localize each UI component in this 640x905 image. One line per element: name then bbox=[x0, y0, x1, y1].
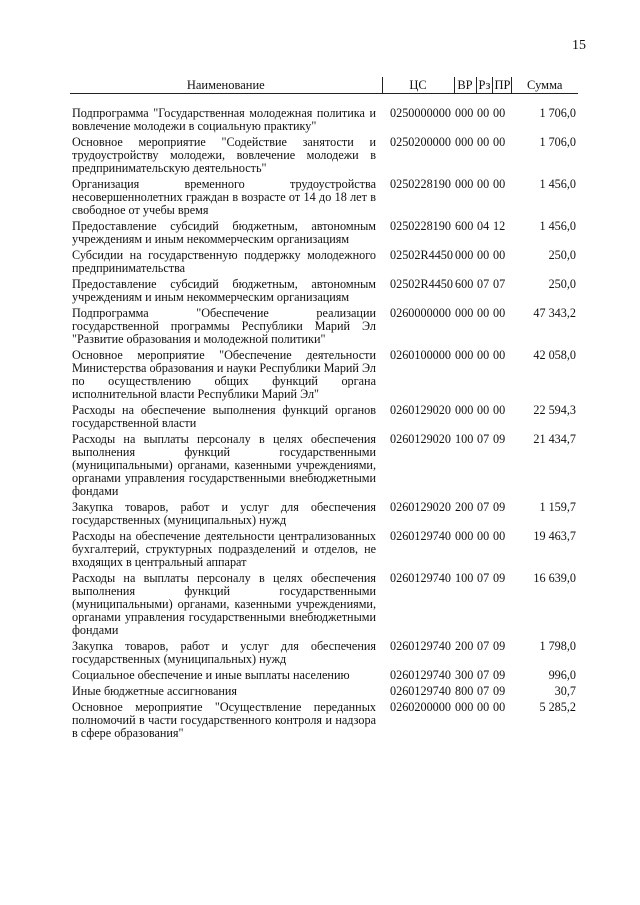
row-sum: 1 456,0 bbox=[539, 219, 576, 233]
row-vr-code: 000 bbox=[455, 348, 474, 362]
row-name: Основное мероприятие "Осуществление переданных полномочий в части государственного контроля и надзора в сфере образования" bbox=[72, 700, 376, 740]
row-pr-code: 09 bbox=[493, 684, 506, 698]
row-name: Субсидии на государственную поддержку молодежного предпринимательства bbox=[72, 248, 376, 275]
row-cs-code: 02502R4450 bbox=[390, 277, 453, 291]
row-cs-code: 0250200000 bbox=[390, 135, 451, 149]
row-cs-code: 0250228190 bbox=[390, 219, 451, 233]
table-row bbox=[70, 94, 578, 137]
table-row bbox=[70, 572, 578, 640]
row-rz-code: 00 bbox=[477, 177, 490, 191]
row-cs-code: 02502R4450 bbox=[390, 248, 453, 262]
row-vr-code: 000 bbox=[455, 248, 474, 262]
row-pr-code: 00 bbox=[493, 348, 506, 362]
table-row bbox=[70, 178, 578, 220]
row-vr-code: 000 bbox=[455, 306, 474, 320]
row-rz-code: 00 bbox=[477, 306, 490, 320]
row-sum: 30,7 bbox=[554, 684, 576, 698]
row-name: Социальное обеспечение и иные выплаты населению bbox=[72, 668, 350, 682]
row-pr-code: 09 bbox=[493, 500, 506, 514]
table-row bbox=[70, 136, 578, 178]
row-rz-code: 00 bbox=[477, 529, 490, 543]
row-rz-code: 00 bbox=[477, 700, 490, 714]
row-sum: 47 343,2 bbox=[533, 306, 576, 320]
row-name: Предоставление субсидий бюджетным, автономным учреждениям и иным некоммерческим организациям bbox=[72, 219, 376, 246]
row-vr-code: 000 bbox=[455, 135, 474, 149]
row-sum: 250,0 bbox=[548, 248, 576, 262]
row-sum: 21 434,7 bbox=[533, 432, 576, 446]
row-sum: 1 798,0 bbox=[539, 639, 576, 653]
row-pr-code: 00 bbox=[493, 403, 506, 417]
row-name: Иные бюджетные ассигнования bbox=[72, 684, 238, 698]
row-rz-code: 07 bbox=[477, 277, 490, 291]
row-vr-code: 000 bbox=[455, 529, 474, 543]
row-name: Расходы на обеспечение деятельности централизованных бухгалтерий, структурных подразделений и отделов, не входящих в центральный аппарат bbox=[72, 529, 376, 569]
table-row bbox=[70, 685, 578, 701]
table-body bbox=[70, 94, 578, 744]
row-cs-code: 0260129020 bbox=[390, 500, 451, 514]
row-rz-code: 00 bbox=[477, 135, 490, 149]
row-sum: 19 463,7 bbox=[533, 529, 576, 543]
table-row bbox=[70, 404, 578, 433]
row-vr-code: 200 bbox=[455, 500, 474, 514]
row-pr-code: 09 bbox=[493, 571, 506, 585]
budget-table bbox=[70, 77, 578, 743]
row-sum: 16 639,0 bbox=[533, 571, 576, 585]
row-pr-code: 00 bbox=[493, 106, 506, 120]
row-name: Закупка товаров, работ и услуг для обеспечения государственных (муниципальных) нужд bbox=[72, 500, 376, 527]
row-cs-code: 0250000000 bbox=[390, 106, 451, 120]
row-sum: 1 456,0 bbox=[539, 177, 576, 191]
row-vr-code: 000 bbox=[455, 177, 474, 191]
row-rz-code: 00 bbox=[477, 248, 490, 262]
row-rz-code: 07 bbox=[477, 500, 490, 514]
row-vr-code: 000 bbox=[455, 700, 474, 714]
row-cs-code: 0260129740 bbox=[390, 639, 451, 653]
row-name: Подпрограмма "Обеспечение реализации государственной программы Республики Марий Эл "Развитие образования и молодежной политики" bbox=[72, 306, 376, 346]
row-rz-code: 04 bbox=[477, 219, 490, 233]
row-rz-code: 07 bbox=[477, 668, 490, 682]
row-pr-code: 00 bbox=[493, 306, 506, 320]
table-row bbox=[70, 640, 578, 669]
table-row bbox=[70, 349, 578, 404]
page-number: 15 bbox=[572, 38, 586, 53]
row-vr-code: 100 bbox=[455, 432, 474, 446]
row-sum: 5 285,2 bbox=[539, 700, 576, 714]
row-pr-code: 09 bbox=[493, 668, 506, 682]
row-sum: 22 594,3 bbox=[533, 403, 576, 417]
row-rz-code: 07 bbox=[477, 684, 490, 698]
row-vr-code: 000 bbox=[455, 403, 474, 417]
table-row bbox=[70, 433, 578, 501]
row-name: Подпрограмма "Государственная молодежная политика и вовлечение молодежи в социальную практику" bbox=[72, 106, 376, 133]
table-row bbox=[70, 220, 578, 249]
row-name: Закупка товаров, работ и услуг для обеспечения государственных (муниципальных) нужд bbox=[72, 639, 376, 666]
table-row bbox=[70, 278, 578, 307]
header-rz: Рз bbox=[476, 77, 492, 94]
row-cs-code: 0260200000 bbox=[390, 700, 451, 714]
row-name: Расходы на выплаты персоналу в целях обеспечения выполнения функций государственными (муниципальными) органами, казенными учреждениями, органами управления государственными внебюджетными фондами bbox=[72, 432, 376, 498]
row-pr-code: 00 bbox=[493, 177, 506, 191]
table-row bbox=[70, 307, 578, 349]
row-pr-code: 00 bbox=[493, 248, 506, 262]
row-pr-code: 00 bbox=[493, 529, 506, 543]
row-cs-code: 0260100000 bbox=[390, 348, 451, 362]
row-vr-code: 800 bbox=[455, 684, 474, 698]
row-name: Организация временного трудоустройства несовершеннолетних граждан в возрасте от 14 до 18 лет в свободное от учебы время bbox=[72, 177, 376, 217]
header-pr: ПР bbox=[492, 77, 511, 94]
row-name: Расходы на выплаты персоналу в целях обеспечения выполнения функций государственными (муниципальными) органами, казенными учреждениями, органами управления государственными внебюджетными фондами bbox=[72, 571, 376, 637]
row-rz-code: 07 bbox=[477, 432, 490, 446]
row-rz-code: 07 bbox=[477, 639, 490, 653]
table-row bbox=[70, 701, 578, 743]
row-pr-code: 09 bbox=[493, 432, 506, 446]
row-rz-code: 00 bbox=[477, 403, 490, 417]
row-cs-code: 0260129740 bbox=[390, 529, 451, 543]
row-sum: 250,0 bbox=[548, 277, 576, 291]
row-cs-code: 0260129740 bbox=[390, 684, 451, 698]
table-row bbox=[70, 249, 578, 278]
row-name: Основное мероприятие "Содействие занятости и трудоустройству молодежи, вовлечение молодежи в предпринимательскую деятельность" bbox=[72, 135, 376, 175]
row-vr-code: 200 bbox=[455, 639, 474, 653]
table-row bbox=[70, 501, 578, 530]
table-row bbox=[70, 530, 578, 572]
row-rz-code: 00 bbox=[477, 348, 490, 362]
row-cs-code: 0260129740 bbox=[390, 571, 451, 585]
row-cs-code: 0260129740 bbox=[390, 668, 451, 682]
row-pr-code: 09 bbox=[493, 639, 506, 653]
row-name: Основное мероприятие "Обеспечение деятельности Министерства образования и науки Республики Марий Эл по осуществлению общих функций органа исполнительной власти Республики Марий Эл" bbox=[72, 348, 376, 401]
row-vr-code: 600 bbox=[455, 219, 474, 233]
row-vr-code: 100 bbox=[455, 571, 474, 585]
row-pr-code: 00 bbox=[493, 700, 506, 714]
row-cs-code: 0260129020 bbox=[390, 432, 451, 446]
row-sum: 1 706,0 bbox=[539, 106, 576, 120]
row-rz-code: 07 bbox=[477, 571, 490, 585]
header-sum: Сумма bbox=[511, 77, 578, 94]
row-pr-code: 00 bbox=[493, 135, 506, 149]
row-vr-code: 300 bbox=[455, 668, 474, 682]
row-rz-code: 00 bbox=[477, 106, 490, 120]
row-name: Расходы на обеспечение выполнения функций органов государственной власти bbox=[72, 403, 376, 430]
row-sum: 1 159,7 bbox=[539, 500, 576, 514]
row-vr-code: 600 bbox=[455, 277, 474, 291]
row-cs-code: 0260129020 bbox=[390, 403, 451, 417]
header-name: Наименование bbox=[70, 77, 382, 94]
row-vr-code: 000 bbox=[455, 106, 474, 120]
row-cs-code: 0260000000 bbox=[390, 306, 451, 320]
header-vr: ВР bbox=[454, 77, 476, 94]
row-name: Предоставление субсидий бюджетным, автономным учреждениям и иным некоммерческим организациям bbox=[72, 277, 376, 304]
row-sum: 996,0 bbox=[548, 668, 576, 682]
row-pr-code: 12 bbox=[493, 219, 506, 233]
table-header-row bbox=[70, 77, 578, 94]
row-sum: 42 058,0 bbox=[533, 348, 576, 362]
row-pr-code: 07 bbox=[493, 277, 506, 291]
row-sum: 1 706,0 bbox=[539, 135, 576, 149]
header-cs: ЦС bbox=[382, 77, 454, 94]
table-row bbox=[70, 669, 578, 685]
row-cs-code: 0250228190 bbox=[390, 177, 451, 191]
